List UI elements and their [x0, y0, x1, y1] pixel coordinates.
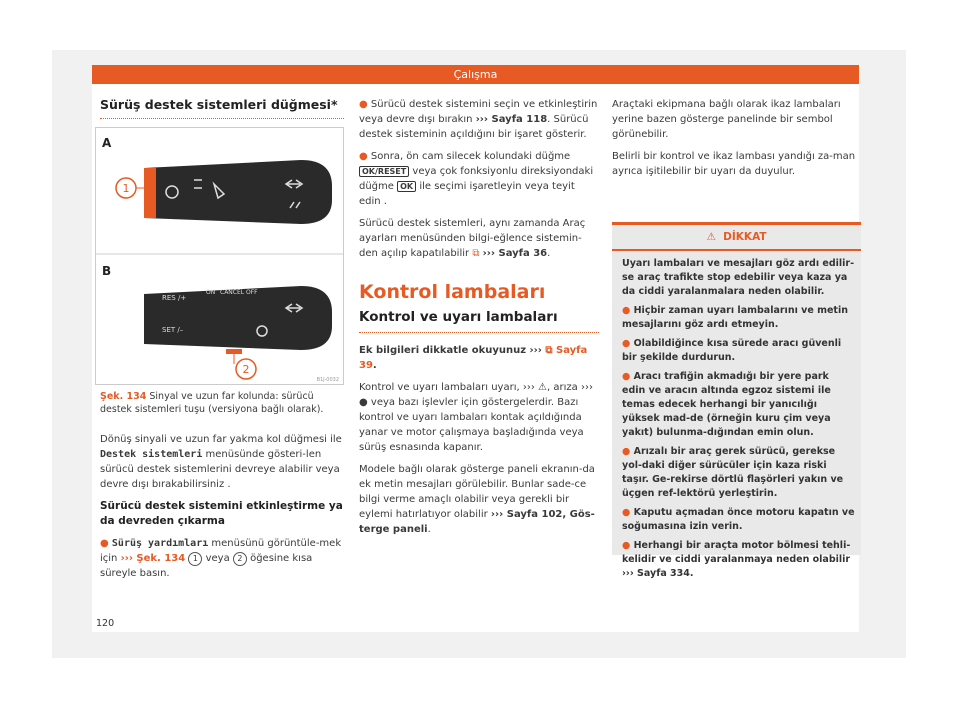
- figure-label-b: B: [102, 264, 112, 278]
- text-run: Kaputu açmadan önce motoru kapatın ve soğumasına izin verin.: [622, 507, 855, 532]
- warning-icon: ⚠: [538, 382, 547, 393]
- paragraph: Modele bağlı olarak gösterge paneli ekranın-da ek metin mesajları görülebilir. Bunlar sade-ce bilgi verme amaçlı olabilir veya gerekli bir eylemi hatırlatıyor olabilir ››› Sayfa 102, Gös-terge paneli.: [359, 464, 595, 535]
- text-run: Olabildiğince kısa sürede aracı güvenli bir şekilde durdurun.: [622, 338, 842, 363]
- text-run: Sürücü destek sistemleri, aynı zamanda Araç ayarları menüsünden bilgi-eğlence sistemin-den açılıp kapatılabilir: [359, 218, 586, 259]
- warning-title: DİKKAT: [723, 231, 767, 243]
- subheading: Sürücü destek sistemini etkinleştirme ya da devreden çıkarma: [100, 500, 343, 527]
- text-run: menüsünü görüntüle-mek için: [100, 538, 342, 564]
- page-link-118[interactable]: ››› Sayfa 118: [475, 114, 548, 125]
- caption-ref: Şek. 134: [100, 391, 147, 402]
- text-run: Kontrol ve uyarı lambaları uyarı, ›››: [359, 382, 535, 393]
- warning-box: [612, 222, 861, 579]
- bullet-icon: ●: [622, 507, 634, 518]
- bullet-item: [359, 149, 599, 209]
- bullet-icon: ●: [359, 99, 371, 110]
- text-run: veya çok fonksiyonlu direksiyondaki düğme: [359, 166, 594, 192]
- bullet-icon: ●: [622, 540, 634, 551]
- right-column: [612, 97, 860, 186]
- page-link-36[interactable]: ››› Sayfa 36: [482, 248, 548, 259]
- page-number: 120: [96, 618, 115, 629]
- book-icon: ⧉: [472, 248, 480, 259]
- text-run: . Sürücü destek sisteminin açıldığını bir işaret gösterir.: [359, 114, 589, 140]
- surus-menu-name: Sürüş yardımları: [111, 538, 209, 549]
- warning-header: [612, 225, 861, 251]
- page-link-39[interactable]: Sayfa 39: [359, 345, 588, 371]
- page-link-334[interactable]: ››› Sayfa 334.: [622, 568, 694, 579]
- warning-intro: Uyarı lambaları ve mesajları göz ardı edilir-se araç trafikte stop edebilir veya kaza ya da ciddi yaralanmalara neden olabilir.: [622, 258, 855, 297]
- text-run: Dönüş sinyali ve uzun far yakma kol düğmesi ile: [100, 434, 342, 445]
- res-label: RES /+: [162, 294, 187, 302]
- figure-134: [95, 127, 344, 385]
- text-run: Sonra, ön cam silecek kolundaki düğme: [370, 151, 571, 162]
- ok-key: OK: [397, 181, 416, 192]
- text-run: , arıza: [547, 382, 578, 393]
- text-run: Hiçbir zaman uyarı lambalarını ve metin mesajlarını göz ardı etmeyin.: [622, 305, 848, 330]
- warning-item: [622, 506, 855, 534]
- callout-1: 1: [122, 182, 130, 195]
- text-run: Ek bilgileri dikkatle okuyunuz ›››: [359, 345, 546, 356]
- bullet-icon: ●: [100, 538, 112, 549]
- bullet-icon: ●: [359, 151, 371, 162]
- intro-paragraph: [100, 432, 345, 492]
- bullet-item: [100, 536, 345, 581]
- text-run: Aracı trafiğin akmadığı bir yere park edin ve aracın altında egzoz sistemi ile temas edecek herhangi bir yanıcılığı yüksek mad-de (örneğin kuru çim veya yakıt) bulunma-dığından emin olun.: [622, 371, 831, 438]
- bullet-icon: ●: [622, 446, 634, 457]
- ok-reset-key: OK/RESET: [359, 166, 409, 177]
- callout-2: 2: [242, 363, 250, 376]
- destek-menu-name: Destek sistemleri: [100, 449, 203, 460]
- bullet-icon: ●: [622, 338, 634, 349]
- left-column: [100, 97, 350, 119]
- text-run: menüsünde gösteri-len sürücü destek sistemlerini devreye alabilir veya devre dışı bırakabilirsiniz .: [100, 449, 340, 490]
- warning-item: [622, 539, 855, 581]
- warning-body: [612, 251, 861, 581]
- bullet-item: [359, 97, 599, 142]
- read-info: Ek bilgileri dikkatle okuyunuz ››› ⧉ Sayfa 39.: [359, 345, 588, 371]
- middle-column: [359, 97, 599, 544]
- chapter-header: Çalışma: [92, 65, 859, 84]
- text-run: ile seçimi işaretleyin veya teyit edin .: [359, 181, 575, 207]
- paragraph: Belirli bir kontrol ve ikaz lambası yandığı za-man ayrıca işitilebilir bir uyarı da duyulur.: [612, 151, 856, 177]
- paragraph: [359, 380, 599, 455]
- callout-2-ref: 2: [233, 552, 247, 566]
- text-run: Arızalı bir araç gerek sürücü, gerekse yol-daki diğer sürücüler için kaza riski taşır. Ge-rekirse dörtlü flaşörleri yakın ve üçgen ref-lektörü yerleştirin.: [622, 446, 844, 499]
- warning-item: [622, 370, 855, 440]
- on-label: ON: [206, 289, 216, 296]
- figure-code: B1J-0032: [316, 377, 339, 383]
- left-body: [100, 432, 345, 588]
- warning-item: [622, 337, 855, 365]
- bullet-icon: ●: [622, 371, 634, 382]
- section-heading: Sürüş destek sistemleri düğmesi*: [100, 97, 344, 119]
- figure-label-a: A: [102, 136, 112, 150]
- warning-item: [622, 445, 855, 501]
- warning-item: [622, 304, 855, 332]
- set-label: SET /–: [162, 326, 184, 334]
- figure-link[interactable]: ››› Şek. 134: [120, 553, 186, 564]
- bullet-icon: ●: [622, 305, 634, 316]
- warning-icon: ⚠: [706, 231, 716, 243]
- text-run: ›››: [580, 382, 593, 393]
- paragraph: Araçtaki ekipmana bağlı olarak ikaz lambaları yerine bazen gösterge panelinde bir sembol görünebilir.: [612, 99, 841, 140]
- text-run: veya: [205, 553, 230, 564]
- lever-illustration: [96, 128, 343, 384]
- page-link-102[interactable]: ››› Sayfa 102, Gös-terge paneli: [359, 509, 595, 535]
- chapter-title: Kontrol lambaları: [359, 281, 546, 303]
- figure-caption: [100, 390, 345, 416]
- paragraph: Sürücü destek sistemleri, aynı zamanda Araç ayarları menüsünden bilgi-eğlence sistemin-den açılıp kapatılabilir ⧉ ››› Sayfa 36.: [359, 218, 586, 259]
- book-icon: ⧉: [545, 345, 553, 356]
- text-run: Sürücü destek sistemini seçin ve etkinleştirin veya devre dışı bırakın: [359, 99, 598, 125]
- cancel-label: CANCEL: [220, 289, 245, 296]
- text-run: öğesine kısa süreyle basın.: [100, 553, 313, 579]
- caption-text: Sinyal ve uzun far kolunda: sürücü destek sistemleri tuşu (versiyona bağlı olarak).: [100, 391, 324, 415]
- section-title: Kontrol ve uyarı lambaları: [359, 310, 599, 333]
- text-run: veya bazı işlevler için göstergelerdir. Bazı kontrol ve uyarı lambaları kontak açıldığında yanar ve motor çalışmaya başladığında veya sürüş esnasında kapanır.: [359, 397, 584, 453]
- text-run: Herhangi bir araçta motor bölmesi tehli-kelidir ve ciddi yaralanmaya neden olabilir: [622, 540, 851, 565]
- info-icon: ●: [359, 397, 368, 408]
- callout-1-ref: 1: [188, 552, 202, 566]
- text-run: Modele bağlı olarak gösterge paneli ekranın-da ek metin mesajları görülebilir. Bunlar sade-ce bilgi verme amaçlı olabilir veya gerekli bir eylemi hatırlatıyor olabilir: [359, 464, 595, 520]
- off-label: OFF: [246, 289, 258, 296]
